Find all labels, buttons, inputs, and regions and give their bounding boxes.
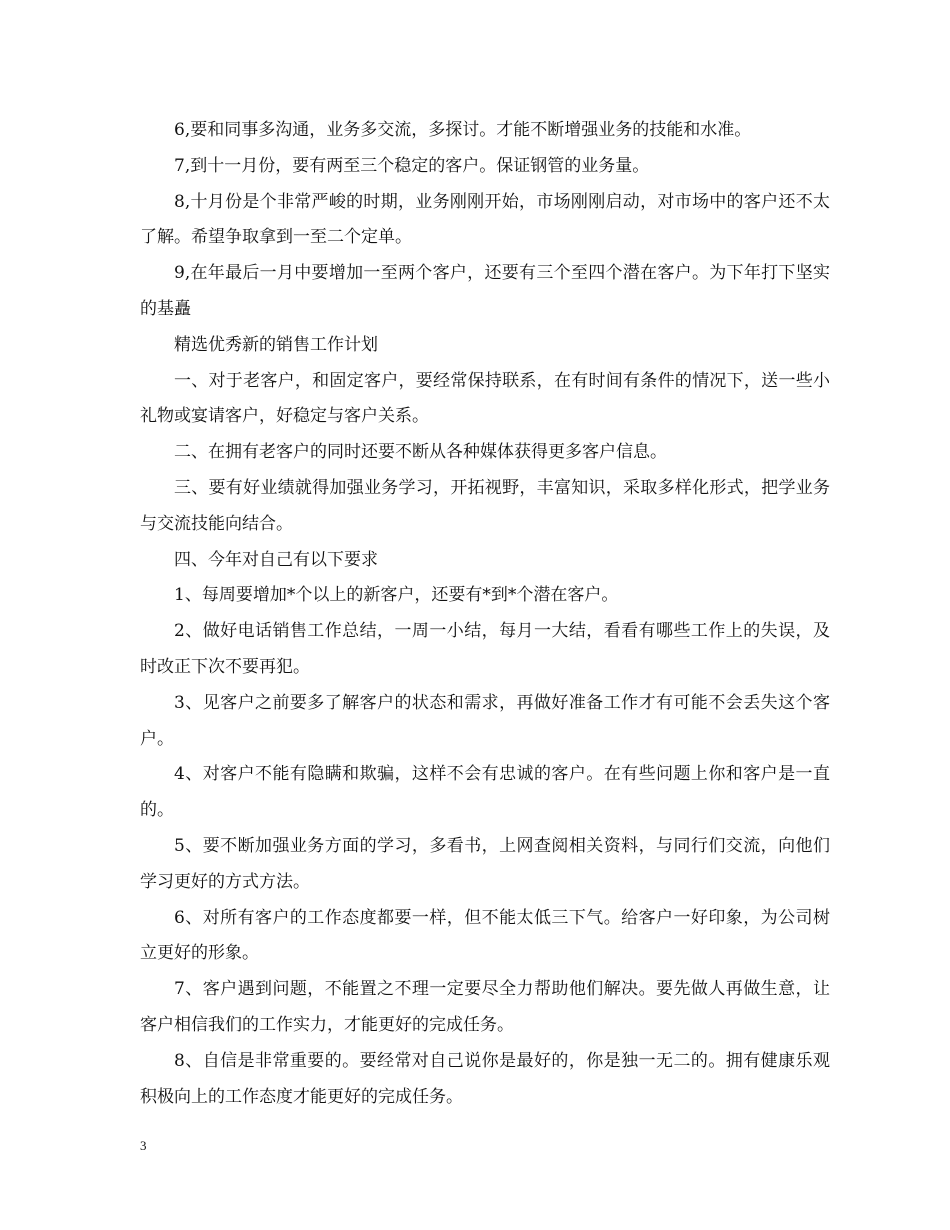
- paragraph-item-6: 6,要和同事多沟通，业务多交流，多探讨。才能不断增强业务的技能和水准。: [174, 120, 752, 140]
- paragraph-point-4: 四、今年对自己有以下要求: [174, 549, 378, 570]
- requirement-item-7: 7、客户遇到问题，不能置之不理一定要尽全力帮助他们解决。要先做人再做生意，让客户相信我们的工作实力，才能更好的完成任务。: [140, 979, 830, 1035]
- section-heading: 精选优秀新的销售工作计划: [174, 334, 378, 355]
- requirement-item-5: 5、要不断加强业务方面的学习，多看书，上网查阅相关资料，与同行们交流，向他们学习更好的方式方法。: [140, 835, 830, 892]
- requirement-item-6: 6、对所有客户的工作态度都要一样，但不能太低三下气。给客户一好印象，为公司树立更好的形象。: [140, 907, 830, 964]
- requirement-item-1: 1、每周要增加*个以上的新客户，还要有*到*个潜在客户。: [174, 585, 619, 606]
- requirement-item-8: 8、自信是非常重要的。要经常对自己说你是最好的，你是独一无二的。拥有健康乐观积极向上的工作态度才能更好的完成任务。: [140, 1050, 830, 1107]
- document-body: [140, 113, 830, 1115]
- requirement-item-2: 2、做好电话销售工作总结，一周一小结，每月一大结，看看有哪些工作上的失误，及时改正下次不要再犯。: [140, 621, 830, 677]
- paragraph-item-7: 7,到十一月份，要有两至三个稳定的客户。保证钢管的业务量。: [174, 155, 650, 176]
- paragraph-point-2: 二、在拥有老客户的同时还要不断从各种媒体获得更多客户信息。: [174, 442, 667, 463]
- paragraph-item-8: 8,十月份是个非常严峻的时期，业务刚刚开始，市场刚刚启动，对市场中的客户还不太了解。希望争取拿到一至二个定单。: [140, 191, 830, 248]
- paragraph-item-9: 9,在年最后一月中要增加一至两个客户，还要有三个至四个潜在客户。为下年打下坚实的基矗: [140, 263, 830, 319]
- paragraph-point-1: 一、对于老客户，和固定客户，要经常保持联系，在有时间有条件的情况下，送一些小礼物或宴请客户，好稳定与客户关系。: [140, 370, 830, 427]
- requirement-item-4: 4、对客户不能有隐瞒和欺骗，这样不会有忠诚的客户。在有些问题上你和客户是一直的。: [140, 764, 830, 821]
- requirement-item-3: 3、见客户之前要多了解客户的状态和需求，再做好准备工作才有可能不会丢失这个客户。: [140, 692, 830, 749]
- page-number: 3: [140, 1138, 147, 1153]
- paragraph-point-3: 三、要有好业绩就得加强业务学习，开拓视野，丰富知识，采取多样化形式，把学业务与交流技能向结合。: [140, 477, 830, 534]
